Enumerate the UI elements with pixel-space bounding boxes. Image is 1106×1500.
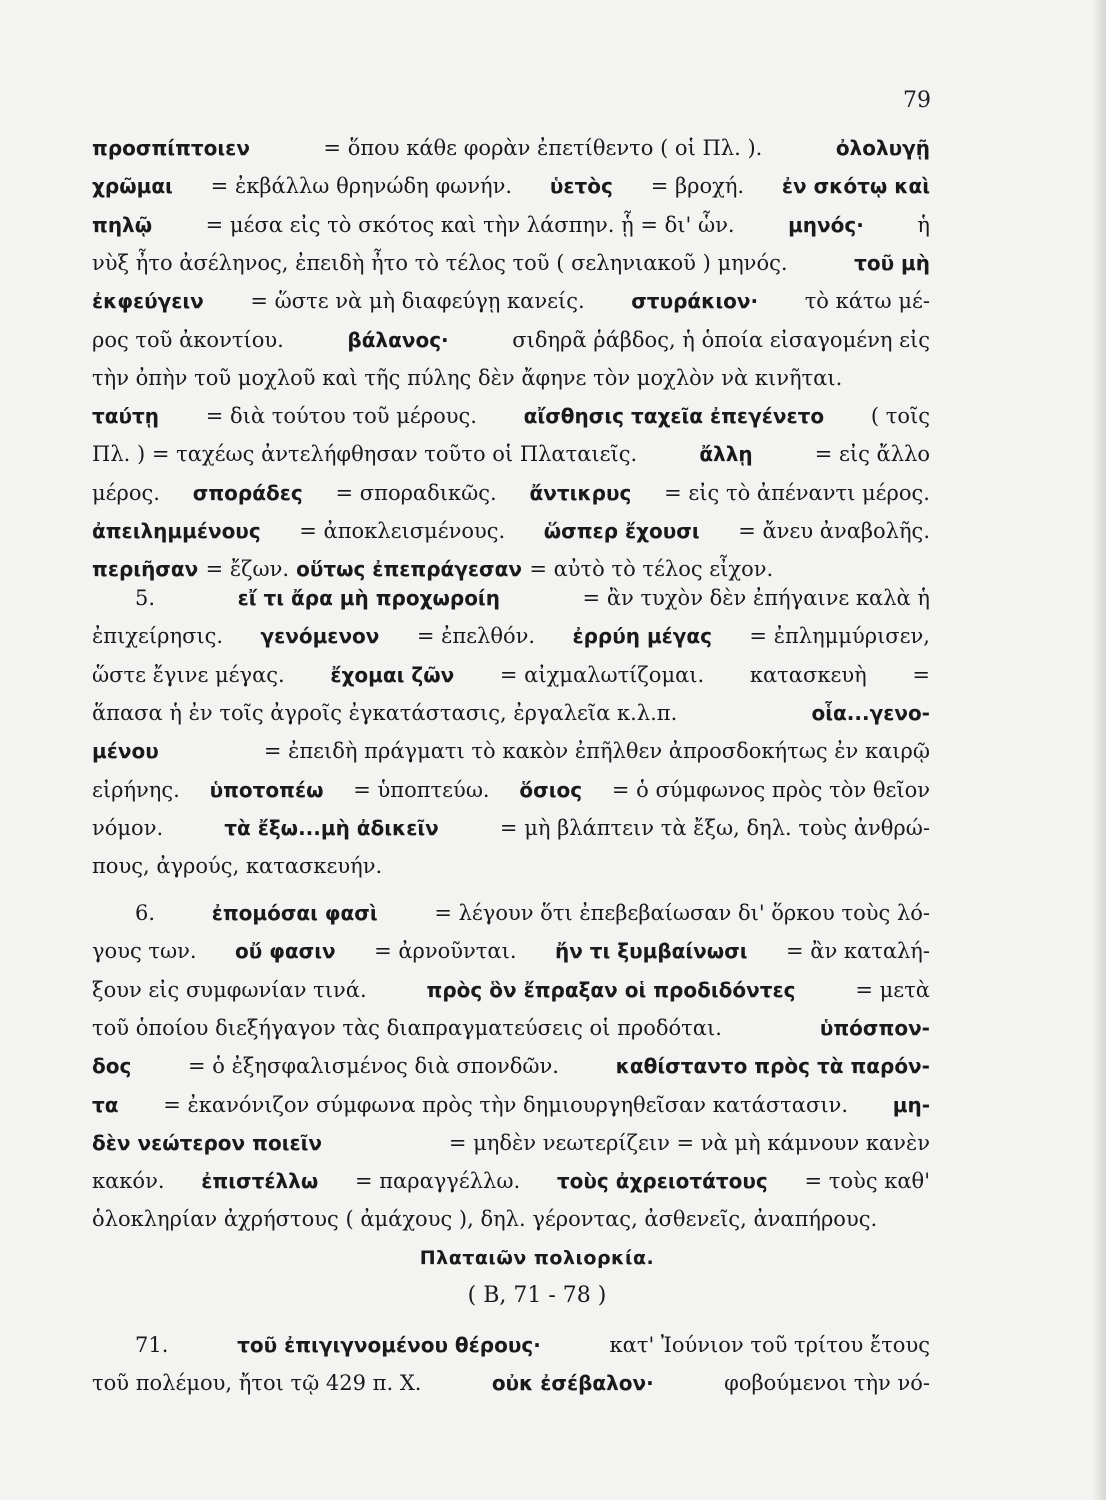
gloss-text: = μέσα εἰς τὸ σκότος καὶ τὴν λάσπην. ᾗ = δι' ὧν. [205,212,735,237]
gloss-text: εἰρήνης. [92,777,180,802]
gloss-text: = ἐκανόνιζον σύμφωνα πρὸς τὴν δημιουργηθεῖσαν κατάστασιν. [163,1092,848,1117]
paragraph3-line [92,1199,930,1239]
lemma: αἴσθησις ταχεῖα ἐπεγένετο [523,404,825,429]
lemma: ὀλολυγῇ [835,136,930,160]
gloss-text: = σποραδικῶς. [335,480,497,505]
paragraph2-line [92,655,930,695]
paragraph2-line [92,616,930,656]
gloss-text: ἐπιχείρησις. [92,624,224,649]
lemma: ὥσπερ ἔχουσι [543,519,700,543]
lemma: περιῆσαν [92,557,199,582]
paragraph1-line [92,205,930,245]
gloss-text: = ἀποκλεισμένους. [299,519,506,543]
lemma: εἴ τι ἄρα μὴ προχωροίη [237,586,500,610]
gloss-text: = αὐτὸ τὸ τέλος εἶχον. [529,557,774,582]
gloss-text: = παραγγέλλω. [354,1169,521,1194]
lemma: ἀπειλημμένους [92,519,261,543]
paragraph4-line [135,1325,930,1365]
gloss-text: = μηδὲν νεωτερίζειν = νὰ μὴ κάμνουν κανὲν [448,1130,930,1155]
gloss-text: = ἐπειδὴ πράγματι τὸ κακὸν ἐπῆλθεν ἀπροσδοκήτως ἐν καιρῷ [263,739,930,764]
lemma: δὲν νεώτερον ποιεῖν [92,1130,323,1155]
paragraph2-line [92,693,930,733]
gloss-text: γους των. [92,939,197,964]
lemma: τοὺς ἀχρειοτάτους [556,1169,768,1194]
lemma: γενόμενον [260,624,380,649]
gloss-text: κατασκευὴ [749,662,867,687]
paragraph3-line [92,1161,930,1201]
lemma: ἄντικρυς [529,480,632,505]
paragraph2-line [92,770,930,810]
gloss-text: ὁλοκληρίαν ἀχρήστους ( ἀμάχους ), δηλ. γέροντας, ἀσθενεῖς, ἀναπήρους. [92,1207,878,1232]
lemma: οἷα...γενο- [811,700,930,725]
lemma: οὔ φασιν [235,939,336,964]
gloss-text: ἅπασα ἡ ἐν τοῖς ἀγροῖς ἐγκατάστασις, ἐργαλεῖα κ.λ.π. [92,700,678,725]
gloss-text: 71. [135,1333,169,1357]
lemma: ὅσιος [519,777,583,802]
lemma: ἐπομόσαι φασὶ [211,901,378,925]
lemma: πρὸς ὃν ἔπραξαν οἱ προδιδόντες [426,977,796,1002]
lemma: μένου [92,739,159,764]
gloss-text: = ἐπελθόν. [416,624,536,649]
section-reference: ( Β, 71 - 78 ) [467,1283,607,1308]
gloss-text: ἡ [917,212,930,237]
gloss-text: = ὑποπτεύω. [353,777,490,802]
paragraph3-line [92,1085,930,1125]
lemma: πηλῷ [92,212,153,237]
page-edge [1092,0,1106,1500]
lemma: ἔχομαι ζῶν [330,662,455,687]
gloss-text: ξουν εἰς συμφωνίαν τινά. [92,977,367,1002]
gloss-text: = ἀρνοῦνται. [374,939,517,964]
gloss-text: = ἐκβάλλω θρηνώδη φωνήν. [210,174,513,199]
lemma: σποράδες [192,480,303,505]
gloss-text: = ὅπου κάθε φορὰν ἐπετίθεντο ( οἱ Πλ. ). [323,136,763,160]
page-number: 79 [903,88,931,113]
gloss-text: νόμον. [92,815,164,840]
lemma: ὑποτοπέω [209,777,324,802]
gloss-text: = ἂν τυχὸν δὲν ἐπήγαινε καλὰ ἡ [582,586,930,610]
gloss-text: 6. [135,901,156,925]
gloss-text: = ἔζων. [205,557,290,582]
lemma: οὕτως ἐπεπράγεσαν [296,557,522,582]
lemma: χρῶμαι [92,174,173,199]
paragraph1-line [92,281,930,321]
lemma: ἄλλῃ [699,442,753,467]
paragraph3-line [135,893,930,933]
paragraph3-line [92,1008,930,1048]
paragraph1-line [92,511,930,551]
lemma: μηνός· [788,212,864,237]
paragraph1-line [92,320,930,360]
paragraph4-line [92,1363,930,1403]
lemma: ὑετὸς [549,174,613,199]
gloss-text: ὥστε ἔγινε μέγας. [92,662,285,687]
gloss-text: = λέγουν ὅτι ἐπεβεβαίωσαν δι' ὅρκου τοὺς λό- [434,901,930,925]
gloss-text: = βροχή. [650,174,745,199]
paragraph2-line [92,846,930,886]
lemma: τὰ ἔξω...μὴ ἀδικεῖν [224,815,439,840]
paragraph1-line [92,358,930,398]
gloss-text: = αἰχμαλωτίζομαι. [499,662,705,687]
lemma: ὑπόσπον- [819,1015,930,1040]
gloss-text: = τοὺς καθ' [804,1169,930,1194]
gloss-text: ρος τοῦ ἀκοντίου. [92,327,284,352]
lemma: ταύτῃ [92,404,160,429]
lemma: ἐκφεύγειν [92,289,204,314]
lemma: τα [92,1092,119,1117]
gloss-text: = ὁ σύμφωνος πρὸς τὸν θεῖον [611,777,930,802]
gloss-text: νὺξ ἦτο ἀσέληνος, ἐπειδὴ ἦτο τὸ τέλος τοῦ ( σεληνιακοῦ ) μηνός. [92,250,788,275]
lemma: προσπίπτοιεν [92,136,250,160]
lemma: δος [92,1054,132,1079]
paragraph2-line [135,578,930,618]
lemma: ἤν τι ξυμβαίνωσι [554,939,748,964]
gloss-text: ( τοῖς [870,404,930,429]
gloss-text: 5. [135,586,156,610]
paragraph1-line [92,396,930,436]
gloss-text: = ἂν καταλή- [786,939,930,964]
paragraph2-line [92,808,930,848]
gloss-text: κακόν. [92,1169,165,1194]
paragraph3-line [92,970,930,1010]
paragraph1-line [92,434,930,474]
paragraph1-line [92,166,930,206]
lemma: βάλανος· [347,327,449,352]
lemma: ἐπιστέλλω [201,1169,319,1194]
lemma: τοῦ μὴ [854,250,930,275]
lemma: στυράκιον· [631,289,759,314]
gloss-text: = [912,662,930,687]
paragraph1-line [92,473,930,513]
gloss-text: = μὴ βλάπτειν τὰ ἔξω, δηλ. τοὺς ἀνθρώ- [499,815,930,840]
paragraph2-line [92,731,930,771]
paragraph3-line [92,1046,930,1086]
gloss-text: μέρος. [92,480,160,505]
gloss-text: = μετὰ [855,977,930,1002]
lemma: ἐν σκότῳ καὶ [781,174,930,199]
gloss-text: πους, ἀγρούς, κατασκευήν. [92,854,383,879]
paragraph3-line [92,1123,930,1163]
gloss-text: = ἄνευ ἀναβολῆς. [738,519,930,543]
section-title: Πλαταιῶν πολιορκία. [419,1247,655,1269]
gloss-text: Πλ. ) = ταχέως ἀντελήφθησαν τοῦτο οἱ Πλαταιεῖς. [92,442,638,467]
gloss-text: σιδηρᾶ ῥάβδος, ἡ ὁποία εἰσαγομένη εἰς [512,327,930,352]
gloss-text: = ὥστε νὰ μὴ διαφεύγῃ κανείς. [250,289,585,314]
gloss-text: τὸ κάτω μέ- [804,289,930,314]
gloss-text: = ὁ ἐξησφαλισμένος διὰ σπονδῶν. [188,1054,559,1079]
paragraph3-line [92,931,930,971]
gloss-text: = εἰς τὸ ἀπέναντι μέρος. [664,480,930,505]
gloss-text: κατ' Ἰούνιον τοῦ τρίτου ἔτους [609,1333,930,1357]
lemma: μη- [892,1092,930,1117]
lemma: οὐκ ἐσέβαλον· [491,1371,654,1396]
gloss-text: = εἰς ἄλλο [814,442,930,467]
lemma: τοῦ ἐπιγιγνομένου θέρους· [237,1333,541,1357]
paragraph1-line [92,128,930,168]
gloss-text: = ἐπλημμύρισεν, [749,624,930,649]
gloss-text: φοβούμενοι τὴν νό- [724,1371,930,1396]
gloss-text: τὴν ὀπὴν τοῦ μοχλοῦ καὶ τῆς πύλης δὲν ἄφηνε τὸν μοχλὸν νὰ κινῆται. [92,365,843,390]
gloss-text: = διὰ τούτου τοῦ μέρους. [205,404,477,429]
paragraph1-line [92,243,930,283]
gloss-text: τοῦ πολέμου, ἤτοι τῷ 429 π. Χ. [92,1371,422,1396]
gloss-text: τοῦ ὁποίου διεξήγαγον τὰς διαπραγματεύσεις οἱ προδόται. [92,1015,722,1040]
lemma: καθίσταντο πρὸς τὰ παρόν- [615,1054,930,1079]
lemma: ἐρρύη μέγας [572,624,713,649]
